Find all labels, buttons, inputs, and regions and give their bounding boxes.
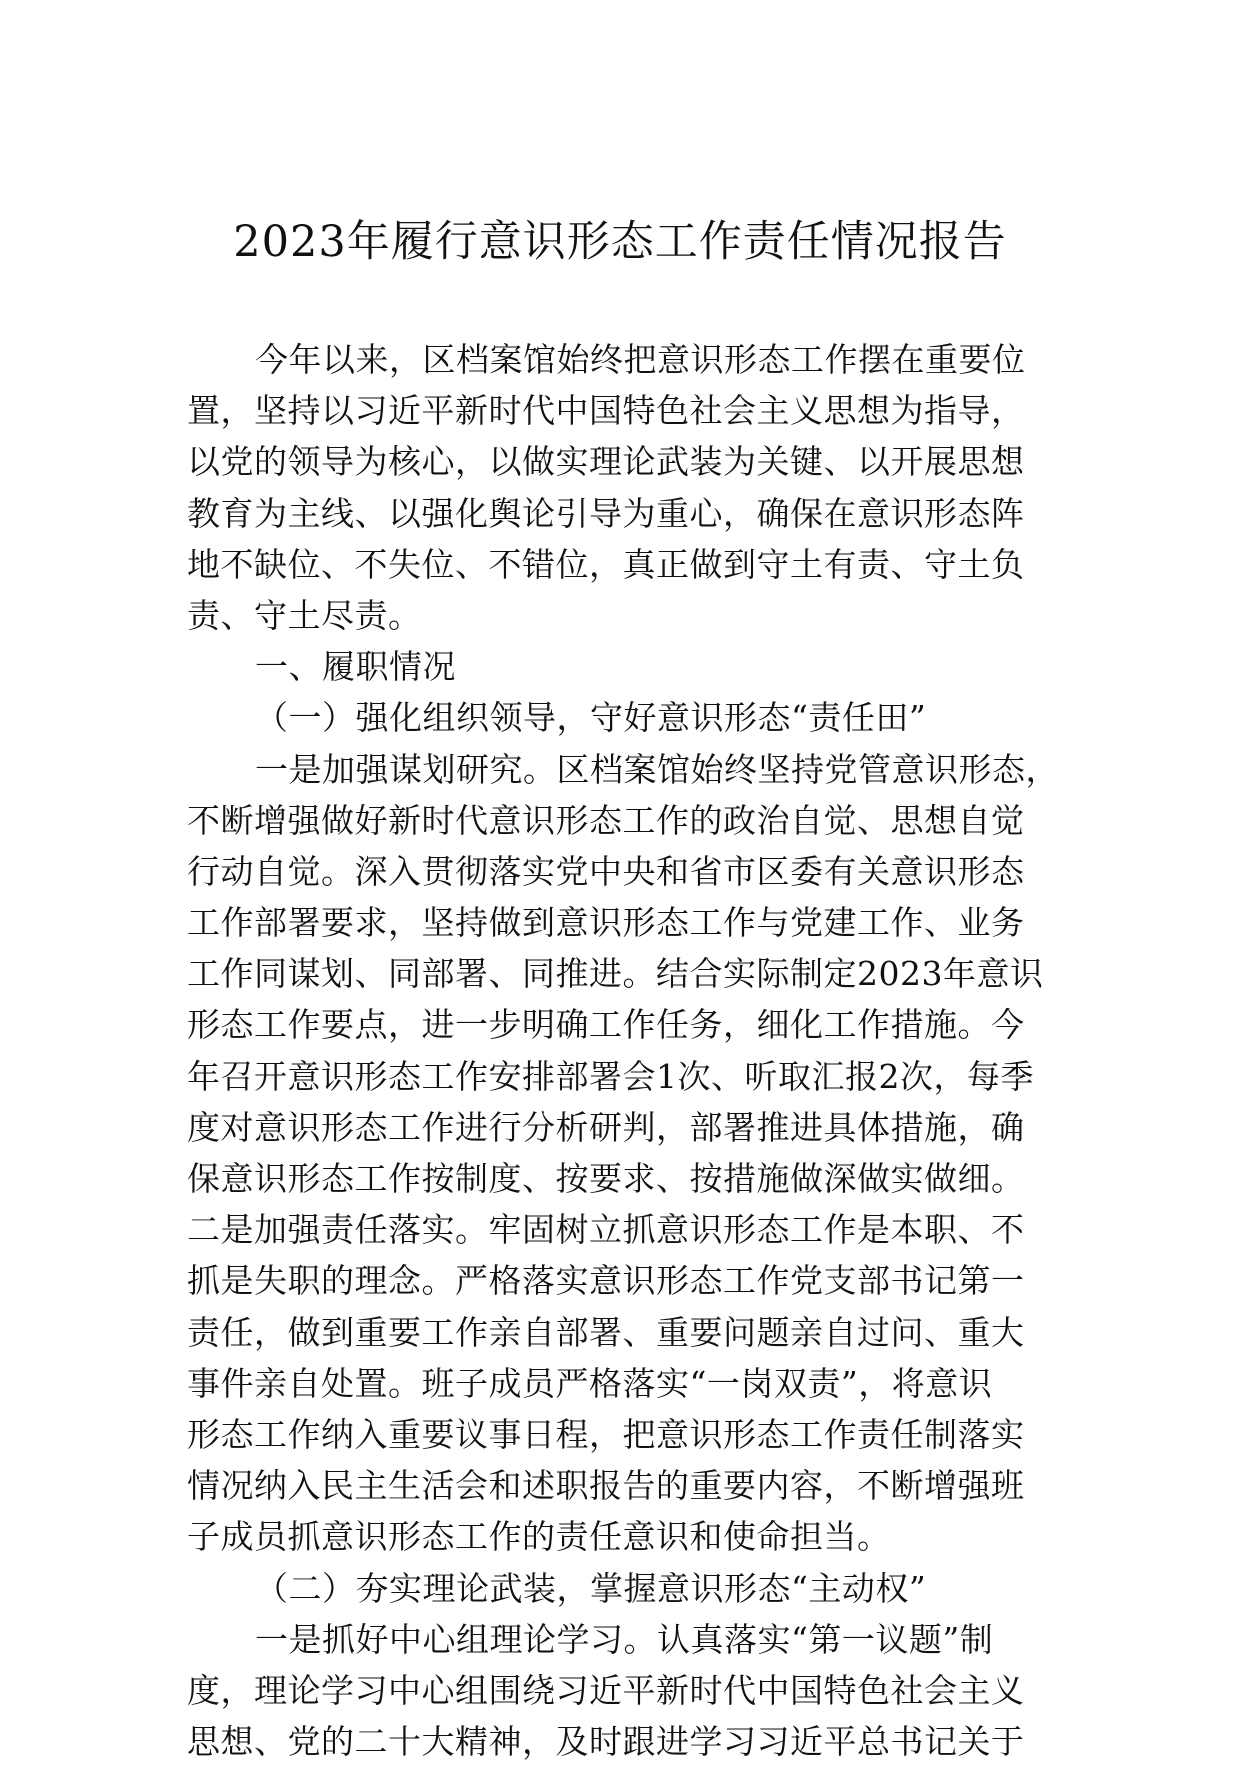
document-title: 2023年履行意识形态工作责任情况报告 <box>233 217 1007 267</box>
body-text-line: 形态工作纳入重要议事日程，把意识形态工作责任制落实 <box>187 1414 1025 1454</box>
body-text-line: （二）夯实理论武装，掌握意识形态“主动权” <box>255 1568 927 1608</box>
body-text-line: 情况纳入民主生活会和述职报告的重要内容，不断增强班 <box>187 1466 1025 1506</box>
body-text-line: 责任，做到重要工作亲自部署、重要问题亲自过问、重大 <box>187 1312 1025 1352</box>
body-text-line: 行动自觉。深入贯彻落实党中央和省市区委有关意识形态 <box>187 851 1025 891</box>
body-text-line: 思想、党的二十大精神，及时跟进学习习近平总书记关于 <box>187 1722 1025 1762</box>
body-text-line: 一是加强谋划研究。区档案馆始终坚持党管意识形态， <box>255 749 1059 789</box>
body-text-line: 子成员抓意识形态工作的责任意识和使命担当。 <box>187 1517 891 1557</box>
body-text-line: 事件亲自处置。班子成员严格落实“一岗双责”，将意识 <box>187 1363 993 1403</box>
body-text-line: 形态工作要点，进一步明确工作任务，细化工作措施。今 <box>187 1005 1025 1045</box>
body-text-line: 度对意识形态工作进行分析研判，部署推进具体措施，确 <box>187 1107 1025 1147</box>
body-text-line: 抓是失职的理念。严格落实意识形态工作党支部书记第一 <box>187 1261 1025 1301</box>
body-text-line: 今年以来，区档案馆始终把意识形态工作摆在重要位 <box>255 340 1026 379</box>
body-text-line: 地不缺位、不失位、不错位，真正做到守土有责、守土负 <box>187 544 1025 584</box>
body-text-line: 置，坚持以习近平新时代中国特色社会主义思想为指导， <box>187 391 1025 431</box>
body-text-line: 责、守土尽责。 <box>187 595 422 635</box>
body-text-line: 以党的领导为核心，以做实理论武装为关键、以开展思想 <box>187 442 1025 482</box>
body-text-line: 一是抓好中心组理论学习。认真落实“第一议题”制 <box>255 1619 994 1659</box>
body-text-line: 一、履职情况 <box>255 647 456 687</box>
body-text-line: 教育为主线、以强化舆论引导为重心，确保在意识形态阵 <box>187 493 1025 533</box>
body-text-line: 二是加强责任落实。牢固树立抓意识形态工作是本职、不 <box>187 1210 1025 1250</box>
body-text-line: 工作部署要求，坚持做到意识形态工作与党建工作、业务 <box>187 903 1025 943</box>
body-text-line: 度，理论学习中心组围绕习近平新时代中国特色社会主义 <box>187 1670 1025 1710</box>
body-text-line: 年召开意识形态工作安排部署会1次、听取汇报2次，每季 <box>187 1056 1034 1096</box>
body-text-line: 工作同谋划、同部署、同推进。结合实际制定2023年意识 <box>187 954 1044 994</box>
body-text-line: 不断增强做好新时代意识形态工作的政治自觉、思想自觉 <box>187 800 1025 840</box>
body-text-line: （一）强化组织领导，守好意识形态“责任田” <box>255 698 927 738</box>
body-text-line: 保意识形态工作按制度、按要求、按措施做深做实做细。 <box>187 1159 1025 1198</box>
document-body <box>187 334 1067 1767</box>
